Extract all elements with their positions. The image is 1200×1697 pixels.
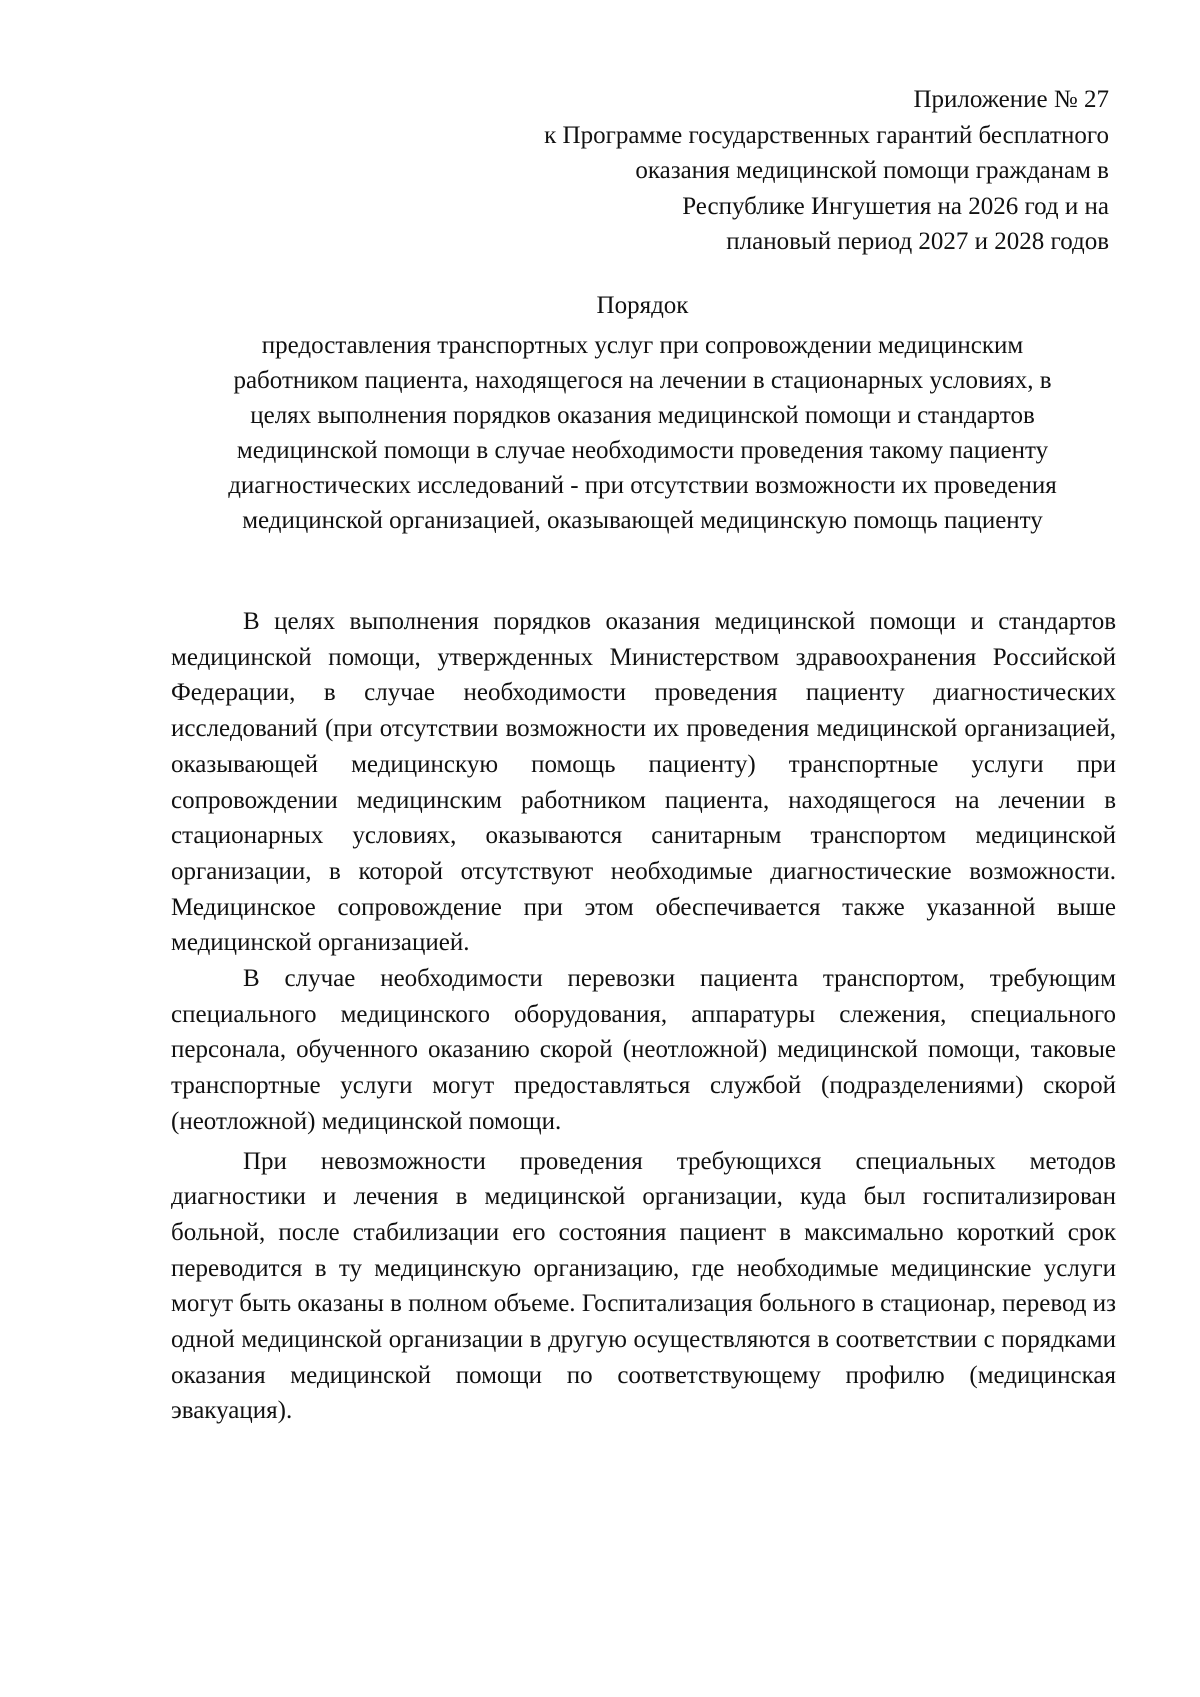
body-paragraph-3: При невозможности проведения требующихся специальных методов диагностики и лечения в медицинской организации, куда был госпитализирован больной, после стабилизации его состояния пациент в максимально короткий срок переводится в ту медицинскую организацию, где необходимые медицинские услуги могут быть оказаны в полном объеме. Госпитализация больного в стационар, перевод из одной медицинской организации в другую осуществляются в соответствии с порядками оказания медицинской помощи по соответствующему профилю (медицинская эвакуация).	[171, 1147, 1116, 1425]
appendix-header	[349, 82, 1109, 260]
subtitle-line: целях выполнения порядков оказания медицинской помощи и стандартов	[250, 402, 1035, 429]
appendix-number: Приложение № 27	[913, 86, 1109, 113]
document-body	[171, 604, 1116, 1429]
appendix-reference-line-2: оказания медицинской помощи гражданам в	[635, 157, 1109, 184]
document-title: Порядок	[596, 292, 689, 319]
subtitle-line: работником пациента, находящегося на лечении в стационарных условиях, в	[233, 367, 1052, 394]
subtitle-line: предоставления транспортных услуг при сопровождении медицинским	[261, 332, 1024, 359]
appendix-reference-line-4: плановый период 2027 и 2028 годов	[726, 228, 1109, 255]
appendix-reference-line-3: Республике Ингушетия на 2026 год и на	[682, 192, 1109, 220]
subtitle-line: медицинской помощи в случае необходимости проведения такому пациенту	[236, 437, 1049, 464]
body-paragraph-1: В целях выполнения порядков оказания медицинской помощи и стандартов медицинской помощи, утвержденных Министерством здравоохранения Российской Федерации, в случае необходимости проведения пациенту диагностических исследований (при отсутствии возможности их проведения медицинской организацией, оказывающей медицинскую помощь пациенту) транспортные услуги при сопровождении медицинским работником пациента, находящегося на лечении в стационарных условиях, оказываются санитарным транспортом медицинской организации, в которой отсутствуют необходимые диагностические возможности. Медицинское сопровождение при этом обеспечивается также указанной выше медицинской организацией.	[171, 608, 1116, 957]
subtitle-line: медицинской организацией, оказывающей медицинскую помощь пациенту	[242, 507, 1043, 534]
appendix-reference-line-1: к Программе государственных гарантий бесплатного	[544, 121, 1109, 149]
body-paragraph-2: В случае необходимости перевозки пациента транспортом, требующим специального медицинского оборудования, аппаратуры слежения, специального персонала, обученного оказанию скорой (неотложной) медицинской помощи, таковые транспортные услуги могут предоставляться службой (подразделениями) скорой (неотложной) медицинской помощи.	[171, 965, 1116, 1135]
document-subtitle	[150, 328, 1135, 538]
subtitle-line: диагностических исследований - при отсутствии возможности их проведения	[228, 472, 1057, 499]
